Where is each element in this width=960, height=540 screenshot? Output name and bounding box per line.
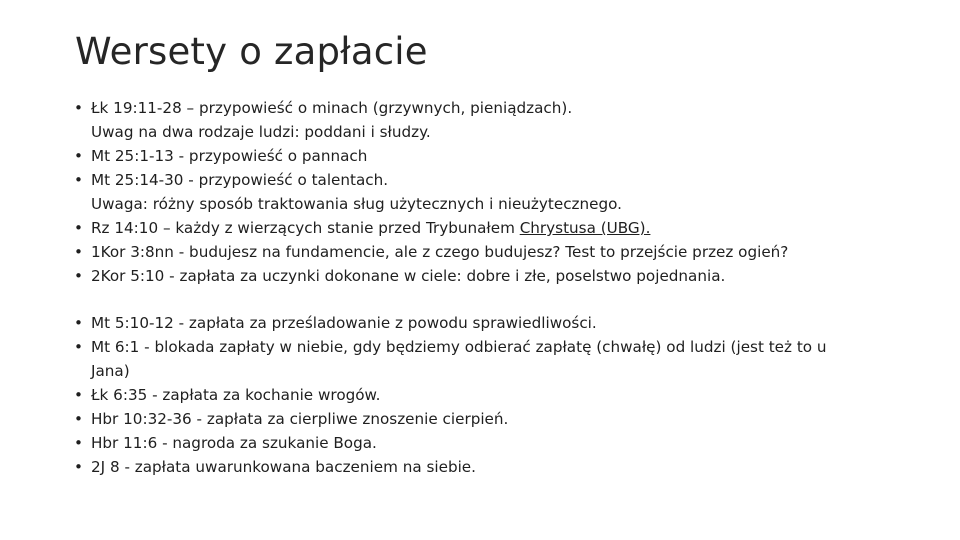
- list-item: [74, 431, 894, 455]
- list-item: [74, 455, 894, 479]
- bullet-list-secondary: [74, 311, 894, 479]
- bullet-icon: •: [74, 267, 83, 285]
- list-item-text: 2J 8 ‑ zapłata uwarunkowana baczeniem na siebie.: [91, 458, 476, 476]
- list-item: [74, 335, 894, 383]
- list-item: [74, 216, 894, 240]
- slide-title: Wersety o zapłacie: [75, 30, 428, 73]
- list-item-text: Mt 6:1 ‑ blokada zapłaty w niebie, gdy będziemy odbierać zapłatę (chwałę) od ludzi (jest też to u: [91, 338, 827, 356]
- bullet-icon: •: [74, 243, 83, 261]
- list-item: [74, 383, 894, 407]
- list-item-text: Łk 6:35 ‑ zapłata za kochanie wrogów.: [91, 386, 381, 404]
- list-item-text: Łk 19:11-28 – przypowieść o minach (grzywnych, pieniądzach).: [91, 99, 573, 117]
- list-item-text: Jana): [91, 362, 130, 380]
- list-item-text: 2Kor 5:10 ‑ zapłata za uczynki dokonane w ciele: dobre i złe, poselstwo pojednania.: [91, 267, 726, 285]
- bullet-icon: •: [74, 386, 83, 404]
- underlined-reference: Chrystusa (UBG).: [519, 219, 651, 237]
- bullet-icon: •: [74, 314, 83, 332]
- list-item-text: [91, 216, 894, 240]
- list-item-text: Uwag na dwa rodzaje ludzi: poddani i słudzy.: [91, 123, 431, 141]
- list-item: [74, 144, 894, 168]
- list-item-text: Mt 25:1-13 ‑ przypowieść o pannach: [91, 147, 368, 165]
- bullet-list-primary: [74, 96, 894, 288]
- list-item: [74, 96, 894, 144]
- bullet-icon: •: [74, 99, 83, 117]
- list-item: [74, 240, 894, 264]
- bullet-icon: •: [74, 458, 83, 476]
- bullet-icon: •: [74, 434, 83, 452]
- list-item: [74, 407, 894, 431]
- bullet-icon: •: [74, 171, 83, 189]
- bullet-icon: •: [74, 338, 83, 356]
- list-item-text: Mt 25:14-30 ‑ przypowieść o talentach.: [91, 171, 389, 189]
- list-item-text: Hbr 11:6 ‑ nagroda za szukanie Boga.: [91, 434, 377, 452]
- list-item: [74, 168, 894, 216]
- bullet-icon: •: [74, 219, 83, 237]
- list-item: [74, 264, 894, 288]
- bullet-icon: •: [74, 410, 83, 428]
- list-item-text: 1Kor 3:8nn ‑ budujesz na fundamencie, ale z czego budujesz? Test to przejście przez ogień?: [91, 243, 789, 261]
- list-item-text: Hbr 10:32-36 - zapłata za cierpliwe znoszenie cierpień.: [91, 410, 509, 428]
- list-item-text: Uwaga: różny sposób traktowania sług użytecznych i nieużytecznego.: [91, 195, 622, 213]
- bullet-icon: •: [74, 147, 83, 165]
- list-item-text-plain: Rz 14:10 – każdy z wierzących stanie przed Trybunałem: [91, 219, 520, 237]
- list-item: [74, 311, 894, 335]
- list-item-text: Mt 5:10-12 ‑ zapłata za prześladowanie z powodu sprawiedliwości.: [91, 314, 597, 332]
